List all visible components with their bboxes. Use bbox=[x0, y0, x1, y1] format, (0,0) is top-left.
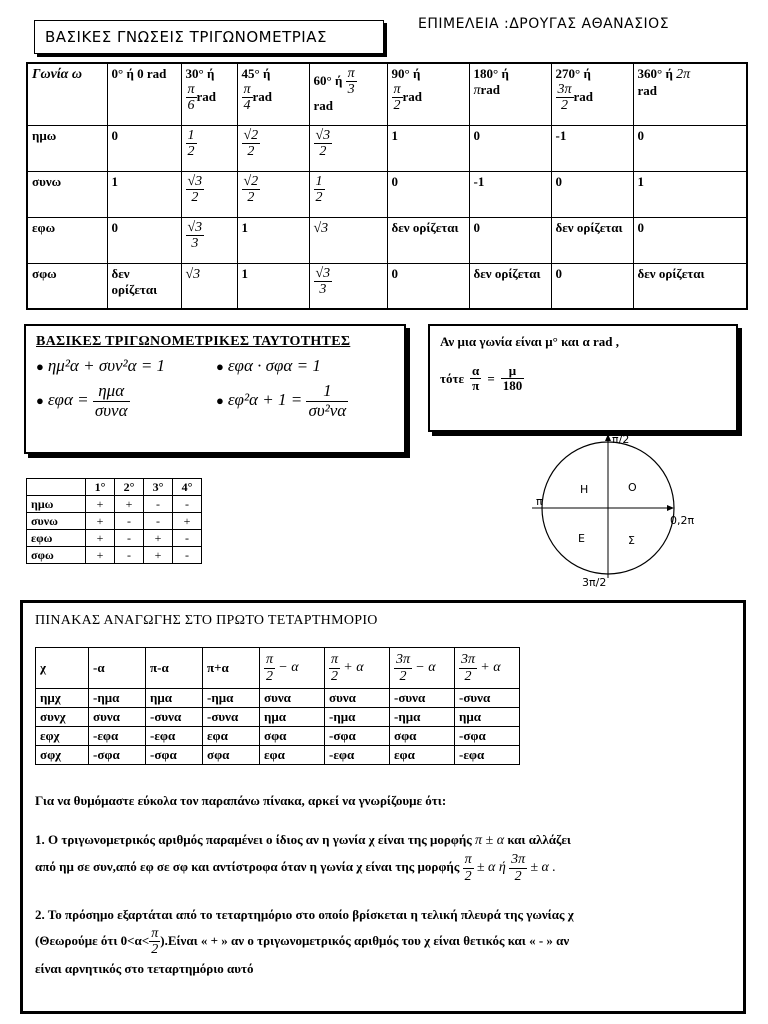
cell: -σφα bbox=[455, 727, 520, 746]
cell: ημα bbox=[146, 689, 203, 708]
cell: 0 bbox=[469, 125, 551, 171]
cell: -ημα bbox=[89, 689, 146, 708]
cell: 0 bbox=[387, 171, 469, 217]
trig-values-table bbox=[26, 62, 748, 310]
cell: 1 bbox=[387, 125, 469, 171]
cell: $\frac{√3}{2}$ bbox=[309, 125, 387, 171]
reduction-intro: Για να θυμόμαστε εύκολα τον παραπάνω πίνακα, αρκεί να γνωρίζουμε ότι: bbox=[35, 793, 447, 808]
quadrant-header: 3° bbox=[144, 479, 173, 496]
cell: συνα bbox=[89, 708, 146, 727]
identities-box bbox=[24, 324, 406, 454]
table-row-tan bbox=[27, 217, 747, 263]
identities-title: ΒΑΣΙΚΕΣ ΤΡΙΓΩΝΟΜΕΤΡΙΚΕΣ ΤΑΥΤΟΤΗΤΕΣ bbox=[36, 334, 351, 349]
cell: δεν ορίζεται bbox=[551, 217, 633, 263]
cell: δεν ορίζεται bbox=[633, 263, 747, 309]
header-45: 45° ή $\frac{\pi}{4}$ rad bbox=[237, 63, 309, 125]
cell: + bbox=[144, 547, 173, 564]
quadrant-4-label: Σ bbox=[628, 534, 635, 547]
cell: -ημα bbox=[325, 708, 390, 727]
cell: - bbox=[144, 513, 173, 530]
unit-circle-svg bbox=[530, 430, 730, 590]
cell: συνα bbox=[260, 689, 325, 708]
cell: $\frac{√3}{2}$ bbox=[181, 171, 237, 217]
table-row bbox=[36, 727, 520, 746]
unit-circle-diagram bbox=[530, 430, 730, 590]
cell: συνα bbox=[325, 689, 390, 708]
quadrant-header: 4° bbox=[173, 479, 202, 496]
header-30: 30° ή $\frac{\pi}{6}$ rad bbox=[181, 63, 237, 125]
reduction-header-row bbox=[36, 648, 520, 689]
cell: $\frac{√2}{2}$ bbox=[237, 171, 309, 217]
cell: + bbox=[86, 513, 115, 530]
row-label: συνχ bbox=[36, 708, 89, 727]
rule-1-paragraph: 1. Ο τριγωνομετρικός αριθμός παραμένει ο ίδιος αν η γωνία χ είναι της μορφής π ± α και αλλάζει από ημ σε συν,από εφ σε σφ και αντίστροφα όταν η γωνία χ είναι της μορφής $\frac{\pi}{2}$ ± α ή $\frac{3\pi}{2}$ ± α . bbox=[35, 831, 571, 884]
row-label: ημω bbox=[27, 125, 107, 171]
row-label: σφω bbox=[27, 263, 107, 309]
cell: + bbox=[144, 530, 173, 547]
table-row bbox=[36, 689, 520, 708]
cell: √3 bbox=[181, 263, 237, 309]
reduction-title: ΠΙΝΑΚΑΣ ΑΝΑΓΩΓΗΣ ΣΤΟ ΠΡΩΤΟ ΤΕΤΑΡΤΗΜΟΡΙΟ bbox=[35, 613, 378, 628]
cell: -εφα bbox=[325, 746, 390, 765]
row-label: εφω bbox=[27, 530, 86, 547]
col-half-pi-plus-a: $\frac{\pi}{2}$ + α bbox=[325, 648, 390, 689]
cell: + bbox=[86, 496, 115, 513]
table-header-row bbox=[27, 63, 747, 125]
signs-header-row bbox=[27, 479, 202, 496]
cell: -συνα bbox=[390, 689, 455, 708]
row-label: ημω bbox=[27, 496, 86, 513]
identity-tan-fraction: $\frac{\text{ημα}}{\text{συνα}}$ bbox=[94, 381, 128, 420]
cell: -συνα bbox=[203, 708, 260, 727]
cell: -εφα bbox=[89, 727, 146, 746]
degrees-line: Αν μια γωνία είναι μ° και α rad , bbox=[440, 334, 619, 349]
cell: 0 bbox=[107, 125, 181, 171]
cell: - bbox=[173, 547, 202, 564]
cell: ημα bbox=[455, 708, 520, 727]
signs-corner bbox=[27, 479, 86, 496]
cell: εφα bbox=[260, 746, 325, 765]
cell: εφα bbox=[203, 727, 260, 746]
cell: σφα bbox=[260, 727, 325, 746]
quadrant-header: 1° bbox=[86, 479, 115, 496]
cell: -σφα bbox=[325, 727, 390, 746]
table-row bbox=[36, 746, 520, 765]
cell: √3 bbox=[309, 217, 387, 263]
table-row-cos bbox=[27, 171, 747, 217]
cell: 1 bbox=[237, 217, 309, 263]
cell: $\frac{√2}{2}$ bbox=[237, 125, 309, 171]
identity-row-2: ● εφα = $\frac{\text{ημα}}{\text{συνα}}$ ● εφ²α + 1 = $\frac{1}{\text{συ²να}}$ bbox=[36, 381, 347, 420]
quadrant-3-label: Ε bbox=[578, 532, 585, 545]
col-half-pi-minus-a: $\frac{\pi}{2}$ − α bbox=[260, 648, 325, 689]
row-label: εφχ bbox=[36, 727, 89, 746]
reduction-box bbox=[20, 600, 746, 1014]
reduction-table bbox=[35, 647, 520, 765]
row-label: εφω bbox=[27, 217, 107, 263]
quadrant-header: 2° bbox=[115, 479, 144, 496]
row-label: ημχ bbox=[36, 689, 89, 708]
col-minus-a: -α bbox=[89, 648, 146, 689]
cell: $\frac{1}{2}$ bbox=[309, 171, 387, 217]
cell: - bbox=[115, 513, 144, 530]
quadrant-2-label: Η bbox=[580, 483, 589, 496]
cell: + bbox=[115, 496, 144, 513]
label-pi-half: π/2 bbox=[612, 433, 630, 446]
cell: -1 bbox=[551, 125, 633, 171]
identity-pythagorean: ημ²α + συν²α = 1 bbox=[47, 356, 166, 375]
cell: 0 bbox=[469, 217, 551, 263]
cell: 0 bbox=[387, 263, 469, 309]
table-row bbox=[27, 513, 202, 530]
col-pi-plus-a: π+α bbox=[203, 648, 260, 689]
cell: -εφα bbox=[146, 727, 203, 746]
cell: 0 bbox=[107, 217, 181, 263]
author-label: ΕΠΙΜΕΛΕΙΑ :ΔΡΟΥΓΑΣ ΑΘΑΝΑΣΙΟΣ bbox=[418, 16, 670, 32]
cell: -1 bbox=[469, 171, 551, 217]
col-pi-minus-a: π-α bbox=[146, 648, 203, 689]
header-0: 0° ή 0 rad bbox=[107, 63, 181, 125]
cell: δεν ορίζεται bbox=[469, 263, 551, 309]
cell: εφα bbox=[390, 746, 455, 765]
rule-2-paragraph: 2. Το πρόσημο εξαρτάται από το τεταρτημόριο στο οποίο βρίσκεται η τελική πλευρά της γωνίας χ (Θεωρούμε ότι 0<α< $\frac{\pi}{2}$ ).Είναι « + » αν ο τριγωνομετρικός αριθμός του χ είναι θετικός και « - » αν είναι αρνητικός στο τεταρτημόριο αυτό bbox=[35, 906, 574, 976]
x-label: χ bbox=[36, 648, 89, 689]
cell: 0 bbox=[551, 263, 633, 309]
cell: -ημα bbox=[390, 708, 455, 727]
cell: σφα bbox=[203, 746, 260, 765]
quadrant-1-label: Ο bbox=[628, 481, 637, 494]
cell: 0 bbox=[551, 171, 633, 217]
corner-cell: Γωνία ω bbox=[27, 63, 107, 125]
label-three-pi-half: 3π/2 bbox=[582, 576, 607, 589]
cell: + bbox=[86, 530, 115, 547]
header-90: 90° ή $\frac{\pi}{2}$ rad bbox=[387, 63, 469, 125]
cell: -ημα bbox=[203, 689, 260, 708]
cell: 1 bbox=[107, 171, 181, 217]
cell: -εφα bbox=[455, 746, 520, 765]
cell: 1 bbox=[633, 171, 747, 217]
cell: -σφα bbox=[146, 746, 203, 765]
table-row-cot bbox=[27, 263, 747, 309]
identity-row-1: ● ημ²α + συν²α = 1 ● εφα · σφα = 1 bbox=[36, 356, 321, 375]
table-row bbox=[36, 708, 520, 727]
cell: + bbox=[86, 547, 115, 564]
label-pi: π bbox=[536, 495, 543, 508]
cell: δεν ορίζεται bbox=[387, 217, 469, 263]
cell: + bbox=[173, 513, 202, 530]
header-270: 270° ή $\frac{3\pi}{2}$ rad bbox=[551, 63, 633, 125]
header-360: 360° ή 2π rad bbox=[633, 63, 747, 125]
row-label: σφχ bbox=[36, 746, 89, 765]
col-3half-pi-minus-a: $\frac{3\pi}{2}$ − α bbox=[390, 648, 455, 689]
degrees-formula: τότε $\frac{\alpha}{\pi}$ = $\frac{\mu}{180}$ bbox=[440, 363, 523, 394]
cell: - bbox=[173, 530, 202, 547]
row-label: συνω bbox=[27, 171, 107, 217]
cell: - bbox=[173, 496, 202, 513]
cell: -συνα bbox=[455, 689, 520, 708]
y-axis-arrow bbox=[605, 434, 611, 441]
header-60: 60° ή $\frac{\pi}{3}$ rad bbox=[309, 63, 387, 125]
cell: - bbox=[115, 547, 144, 564]
table-row bbox=[27, 547, 202, 564]
cell: 1 bbox=[237, 263, 309, 309]
col-3half-pi-plus-a: $\frac{3\pi}{2}$ + α bbox=[455, 648, 520, 689]
row-label: συνω bbox=[27, 513, 86, 530]
cell: -συνα bbox=[146, 708, 203, 727]
x-axis-arrow bbox=[667, 505, 674, 511]
cell: $\frac{√3}{3}$ bbox=[181, 217, 237, 263]
quadrant-signs-table bbox=[26, 478, 202, 564]
cell: σφα bbox=[390, 727, 455, 746]
cell: 0 bbox=[633, 125, 747, 171]
cell: $\frac{√3}{3}$ bbox=[309, 263, 387, 309]
degrees-radians-box bbox=[428, 324, 738, 432]
cell: $\frac{1}{2}$ bbox=[181, 125, 237, 171]
row-label: σφω bbox=[27, 547, 86, 564]
identity-tan-cot: εφα · σφα = 1 bbox=[227, 356, 321, 375]
cell: - bbox=[115, 530, 144, 547]
cell: - bbox=[144, 496, 173, 513]
cell: 0 bbox=[633, 217, 747, 263]
cell: -σφα bbox=[89, 746, 146, 765]
table-row-sin bbox=[27, 125, 747, 171]
label-zero: 0,2π bbox=[670, 514, 695, 527]
table-row bbox=[27, 530, 202, 547]
cell: δεν ορίζεται bbox=[107, 263, 181, 309]
table-row bbox=[27, 496, 202, 513]
header-180: 180° ή πrad bbox=[469, 63, 551, 125]
cell: ημα bbox=[260, 708, 325, 727]
identity-sec-fraction: $\frac{1}{\text{συ²να}}$ bbox=[308, 381, 347, 420]
page-title: ΒΑΣΙΚΕΣ ΓΝΩΣΕΙΣ ΤΡΙΓΩΝΟΜΕΤΡΙΑΣ bbox=[34, 20, 384, 54]
